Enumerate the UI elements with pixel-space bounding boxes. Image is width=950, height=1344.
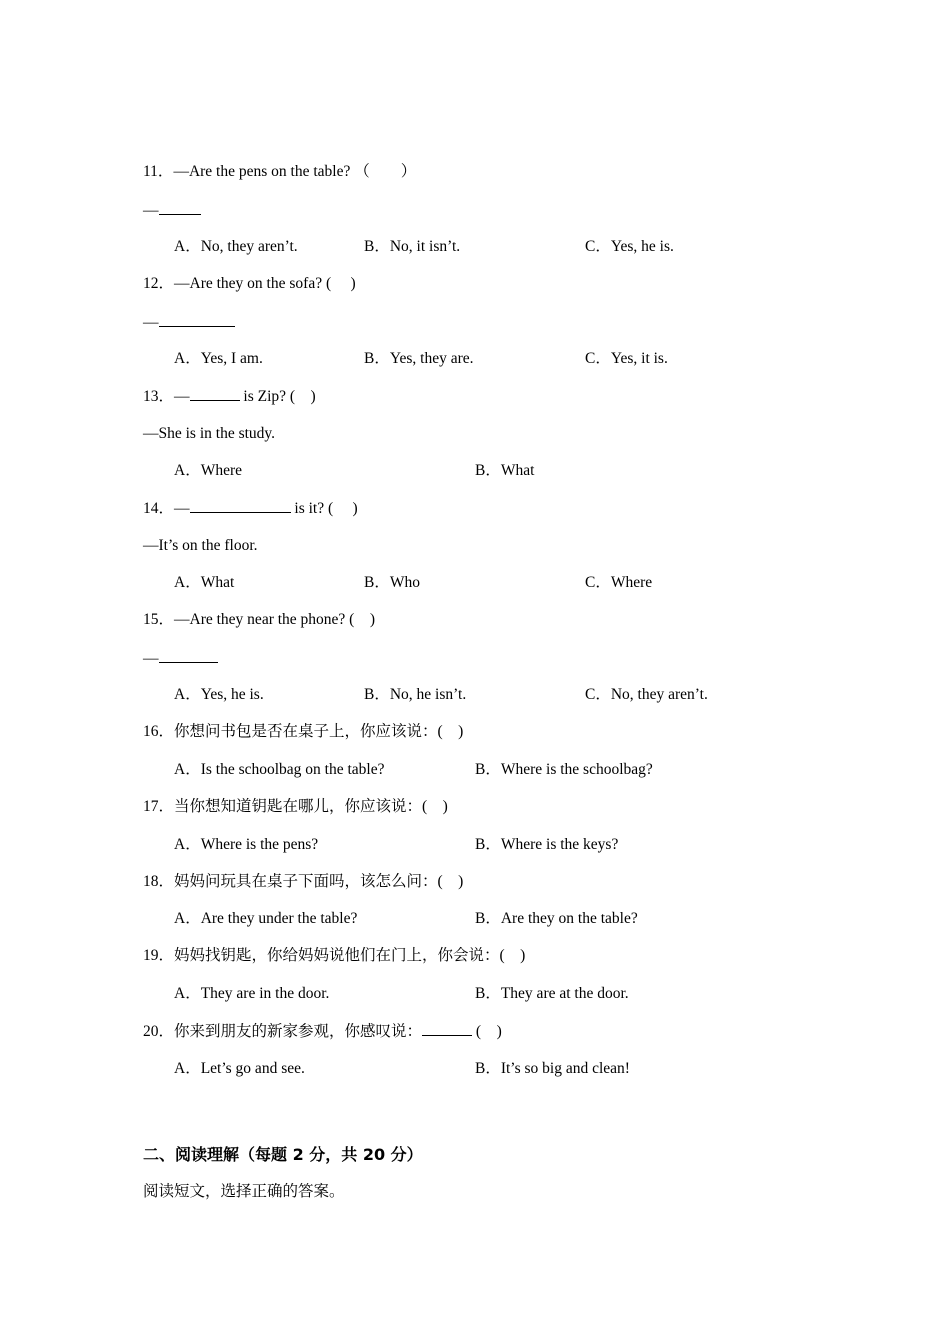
question-number: 20．: [143, 1023, 175, 1040]
answer-line-12: [143, 312, 235, 333]
answer-line-14: —It’s on the floor.: [143, 537, 258, 554]
question-number: 16．: [143, 723, 175, 740]
question-prompt-end: is Zip? ( ): [239, 388, 316, 405]
option-16-b: B．Where is the schoolbag?: [475, 761, 653, 778]
question-14: [143, 498, 358, 519]
option-15-b: B．No, he isn’t.: [364, 686, 467, 703]
option-13-b: B．What: [475, 462, 535, 479]
question-prompt: 妈妈找钥匙，你给妈妈说他们在门上，你会说：( ): [174, 947, 526, 964]
option-17-a: A．Where is the pens?: [174, 836, 319, 853]
question-number: 15．: [143, 611, 175, 628]
option-14-b: B．Who: [364, 574, 420, 591]
option-13-a: A．Where: [174, 462, 242, 479]
option-15-c: C．No, they aren’t.: [585, 686, 708, 703]
question-prompt: —Are they near the phone? ( ): [174, 611, 376, 628]
question-prompt-end: is it? ( ): [290, 500, 358, 517]
question-number: 19．: [143, 947, 175, 964]
question-13: [143, 386, 316, 407]
option-16-a: A．Is the schoolbag on the table?: [174, 761, 385, 778]
question-blank: [190, 498, 291, 513]
question-prompt: 你想问书包是否在桌子上，你应该说：( ): [174, 723, 464, 740]
answer-prefix: —: [143, 650, 159, 667]
question-prompt: 妈妈问玩具在桌子下面吗，该怎么问：( ): [174, 873, 464, 890]
question-number: 17．: [143, 798, 175, 815]
answer-blank: [159, 648, 218, 663]
question-prompt-start: —: [174, 500, 190, 517]
option-12-c: C．Yes, it is.: [585, 350, 668, 367]
option-20-a: A．Let’s go and see.: [174, 1060, 305, 1077]
question-number: 18．: [143, 873, 175, 890]
option-18-b: B．Are they on the table?: [475, 910, 638, 927]
answer-prefix: —: [143, 202, 159, 219]
answer-prefix: —: [143, 314, 159, 331]
question-number: 12．: [143, 275, 175, 292]
option-11-b: B．No, it isn’t.: [364, 238, 461, 255]
answer-blank: [159, 200, 201, 215]
option-20-b: B．It’s so big and clean!: [475, 1060, 630, 1077]
question-number: 11．: [143, 163, 174, 180]
answer-blank: [159, 312, 235, 327]
question-prompt-start: 你来到朋友的新家参观，你感叹说：: [174, 1023, 423, 1040]
question-16: [143, 722, 463, 742]
question-17: [143, 797, 448, 817]
question-blank: [422, 1021, 472, 1036]
answer-line-11: [143, 200, 201, 221]
question-19: [143, 946, 525, 966]
question-prompt-start: —: [174, 388, 190, 405]
question-prompt: —Are the pens on the table? （ ）: [173, 163, 417, 180]
option-17-b: B．Where is the keys?: [475, 836, 619, 853]
question-15: [143, 610, 375, 630]
option-15-a: A．Yes, he is.: [174, 686, 264, 703]
option-12-b: B．Yes, they are.: [364, 350, 474, 367]
question-20: [143, 1021, 502, 1042]
option-19-a: A．They are in the door.: [174, 985, 330, 1002]
section-instruction: 阅读短文，选择正确的答案。: [143, 1183, 345, 1200]
question-prompt: —Are they on the sofa? ( ): [174, 275, 356, 292]
question-12: [143, 274, 356, 294]
section-title: 二、阅读理解（每题 2 分，共 20 分）: [143, 1145, 423, 1164]
option-11-c: C．Yes, he is.: [585, 238, 674, 255]
option-19-b: B．They are at the door.: [475, 985, 629, 1002]
question-18: [143, 872, 463, 892]
option-14-c: C．Where: [585, 574, 653, 591]
question-number: 13．: [143, 388, 175, 405]
question-prompt: 当你想知道钥匙在哪儿，你应该说：( ): [174, 798, 448, 815]
option-18-a: A．Are they under the table?: [174, 910, 358, 927]
answer-line-15: [143, 648, 218, 669]
answer-line-13: —She is in the study.: [143, 425, 276, 442]
option-14-a: A．What: [174, 574, 235, 591]
question-11: [143, 162, 416, 182]
question-prompt-end: ( ): [472, 1023, 502, 1040]
question-number: 14．: [143, 500, 175, 517]
option-11-a: A．No, they aren’t.: [174, 238, 298, 255]
question-blank: [190, 386, 240, 401]
option-12-a: A．Yes, I am.: [174, 350, 263, 367]
